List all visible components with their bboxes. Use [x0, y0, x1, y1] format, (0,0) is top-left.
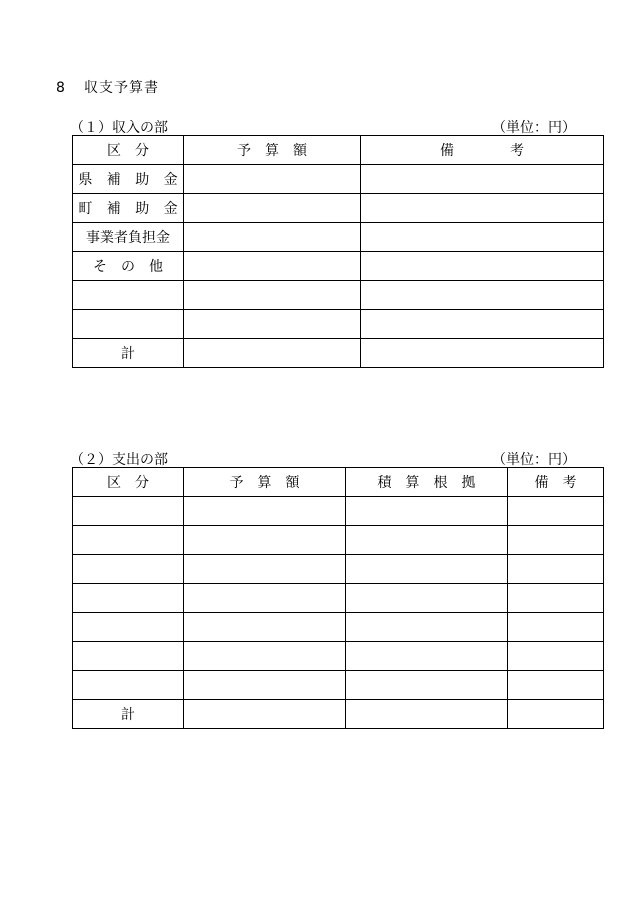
income-amount-cell[interactable]	[184, 310, 361, 339]
expense-table	[72, 467, 604, 729]
expense-category-cell[interactable]	[73, 642, 184, 671]
income-note-cell[interactable]	[361, 165, 604, 194]
expense-note-cell[interactable]	[508, 526, 604, 555]
expense-amount-cell[interactable]	[184, 584, 346, 613]
table-row	[73, 194, 604, 223]
table-row	[73, 223, 604, 252]
heading-number: 8	[56, 80, 66, 96]
expense-total-note[interactable]	[508, 700, 604, 729]
table-row	[73, 252, 604, 281]
income-total-row	[73, 339, 604, 368]
income-amount-cell[interactable]	[184, 281, 361, 310]
expense-header-row	[73, 468, 604, 497]
expense-header-amount: 予 算 額	[184, 468, 346, 497]
income-amount-cell[interactable]	[184, 165, 361, 194]
table-row	[73, 281, 604, 310]
income-note-cell[interactable]	[361, 223, 604, 252]
expense-basis-cell[interactable]	[346, 584, 508, 613]
table-row	[73, 642, 604, 671]
expense-basis-cell[interactable]	[346, 497, 508, 526]
income-total-amount[interactable]	[184, 339, 361, 368]
income-category-cell[interactable]	[73, 281, 184, 310]
income-category-cell: そ の 他	[73, 252, 184, 281]
table-row	[73, 165, 604, 194]
expense-category-cell[interactable]	[73, 671, 184, 700]
income-note-cell[interactable]	[361, 252, 604, 281]
expense-category-cell[interactable]	[73, 584, 184, 613]
expense-note-cell[interactable]	[508, 642, 604, 671]
income-note-cell[interactable]	[361, 310, 604, 339]
income-total-label: 計	[73, 339, 184, 368]
expense-basis-cell[interactable]	[346, 555, 508, 584]
income-section-title: （１）収入の部	[70, 120, 168, 136]
table-row	[73, 671, 604, 700]
expense-section-title: （２）支出の部	[70, 452, 168, 468]
income-unit-label: （単位：円）	[492, 120, 576, 136]
expense-amount-cell[interactable]	[184, 497, 346, 526]
expense-basis-cell[interactable]	[346, 613, 508, 642]
expense-header-basis: 積 算 根 拠	[346, 468, 508, 497]
income-note-cell[interactable]	[361, 194, 604, 223]
heading-title: 収支予算書	[84, 80, 159, 96]
expense-basis-cell[interactable]	[346, 526, 508, 555]
expense-total-row	[73, 700, 604, 729]
expense-total-label: 計	[73, 700, 184, 729]
expense-unit-label: （単位：円）	[492, 452, 576, 468]
table-row	[73, 613, 604, 642]
income-header-row	[73, 136, 604, 165]
income-note-cell[interactable]	[361, 281, 604, 310]
expense-category-cell[interactable]	[73, 555, 184, 584]
expense-amount-cell[interactable]	[184, 642, 346, 671]
income-header-note: 備 考	[361, 136, 604, 165]
expense-note-cell[interactable]	[508, 497, 604, 526]
expense-basis-cell[interactable]	[346, 642, 508, 671]
income-category-cell: 事業者負担金	[73, 223, 184, 252]
table-row	[73, 310, 604, 339]
expense-category-cell[interactable]	[73, 497, 184, 526]
expense-amount-cell[interactable]	[184, 671, 346, 700]
income-total-note[interactable]	[361, 339, 604, 368]
expense-total-basis[interactable]	[346, 700, 508, 729]
income-category-cell: 町 補 助 金	[73, 194, 184, 223]
expense-amount-cell[interactable]	[184, 555, 346, 584]
expense-note-cell[interactable]	[508, 671, 604, 700]
page-heading	[56, 77, 159, 97]
expense-note-cell[interactable]	[508, 613, 604, 642]
expense-basis-cell[interactable]	[346, 671, 508, 700]
income-table	[72, 135, 604, 368]
income-header-category: 区 分	[73, 136, 184, 165]
income-category-cell[interactable]	[73, 310, 184, 339]
expense-header-category: 区 分	[73, 468, 184, 497]
income-category-cell: 県 補 助 金	[73, 165, 184, 194]
table-row	[73, 584, 604, 613]
income-amount-cell[interactable]	[184, 223, 361, 252]
expense-category-cell[interactable]	[73, 526, 184, 555]
table-row	[73, 555, 604, 584]
income-header-amount: 予 算 額	[184, 136, 361, 165]
expense-note-cell[interactable]	[508, 555, 604, 584]
expense-amount-cell[interactable]	[184, 613, 346, 642]
expense-total-amount[interactable]	[184, 700, 346, 729]
income-amount-cell[interactable]	[184, 252, 361, 281]
expense-header-note: 備 考	[508, 468, 604, 497]
table-row	[73, 497, 604, 526]
expense-amount-cell[interactable]	[184, 526, 346, 555]
income-amount-cell[interactable]	[184, 194, 361, 223]
table-row	[73, 526, 604, 555]
expense-category-cell[interactable]	[73, 613, 184, 642]
expense-note-cell[interactable]	[508, 584, 604, 613]
